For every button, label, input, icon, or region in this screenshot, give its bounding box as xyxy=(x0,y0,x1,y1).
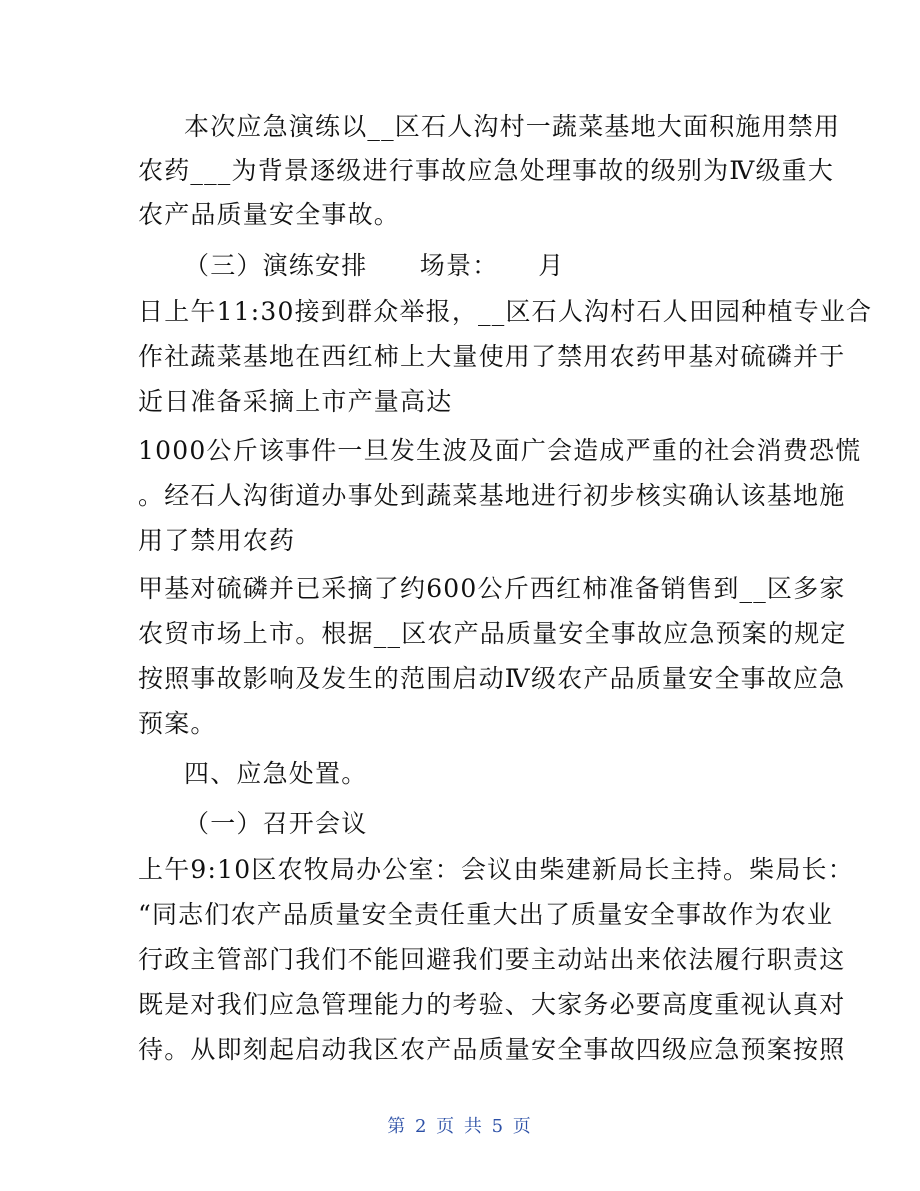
text-line: 上午9:10区农牧局办公室：会议由柴建新局长主持。柴局长： xyxy=(138,855,854,884)
text-line: 用了禁用农药 xyxy=(138,526,296,555)
text-line: 本次应急演练以__区石人沟村一蔬菜基地大面积施用禁用 xyxy=(184,112,841,141)
text-line: 农药___为背景逐级进行事故应急处理事故的级别为Ⅳ级重大 xyxy=(138,156,835,185)
text-line: 农产品质量安全事故。 xyxy=(138,200,401,229)
text-line: “同志们农产品质量安全责任重大出了质量安全事故作为农业 xyxy=(138,900,834,929)
section-heading: （三）演练安排 场景： 月 xyxy=(184,251,565,280)
page-number: 第 2 页 共 5 页 xyxy=(387,1116,533,1137)
text-line: 近日准备采摘上市产量高达 xyxy=(138,387,453,416)
text-line: 预案。 xyxy=(138,709,217,738)
subsection-heading: （一）召开会议 xyxy=(184,809,368,838)
section-heading: 四、应急处置。 xyxy=(184,759,368,788)
text-line: 待。从即刻起启动我区农产品质量安全事故四级应急预案按照 xyxy=(138,1035,846,1064)
text-line: 行政主管部门我们不能回避我们要主动站出来依法履行职责这 xyxy=(138,945,846,974)
text-line: 1000公斤该事件一旦发生波及面广会造成严重的社会消费恐慌 xyxy=(138,436,862,465)
text-line: 农贸市场上市。根据__区农产品质量安全事故应急预案的规定 xyxy=(138,619,847,648)
text-line: 甲基对硫磷并已采摘了约600公斤西红柿准备销售到__区多家 xyxy=(138,574,846,603)
text-line: 既是对我们应急管理能力的考验、大家务必要高度重视认真对 xyxy=(138,990,846,1019)
text-line: 作社蔬菜基地在西红柿上大量使用了禁用农药甲基对硫磷并于 xyxy=(138,342,846,371)
text-line: 日上午11:30接到群众举报，__区石人沟村石人田园种植专业合 xyxy=(138,297,873,326)
text-line: 。经石人沟街道办事处到蔬菜基地进行初步核实确认该基地施 xyxy=(138,481,846,510)
text-line: 按照事故影响及发生的范围启动Ⅳ级农产品质量安全事故应急 xyxy=(138,664,846,693)
